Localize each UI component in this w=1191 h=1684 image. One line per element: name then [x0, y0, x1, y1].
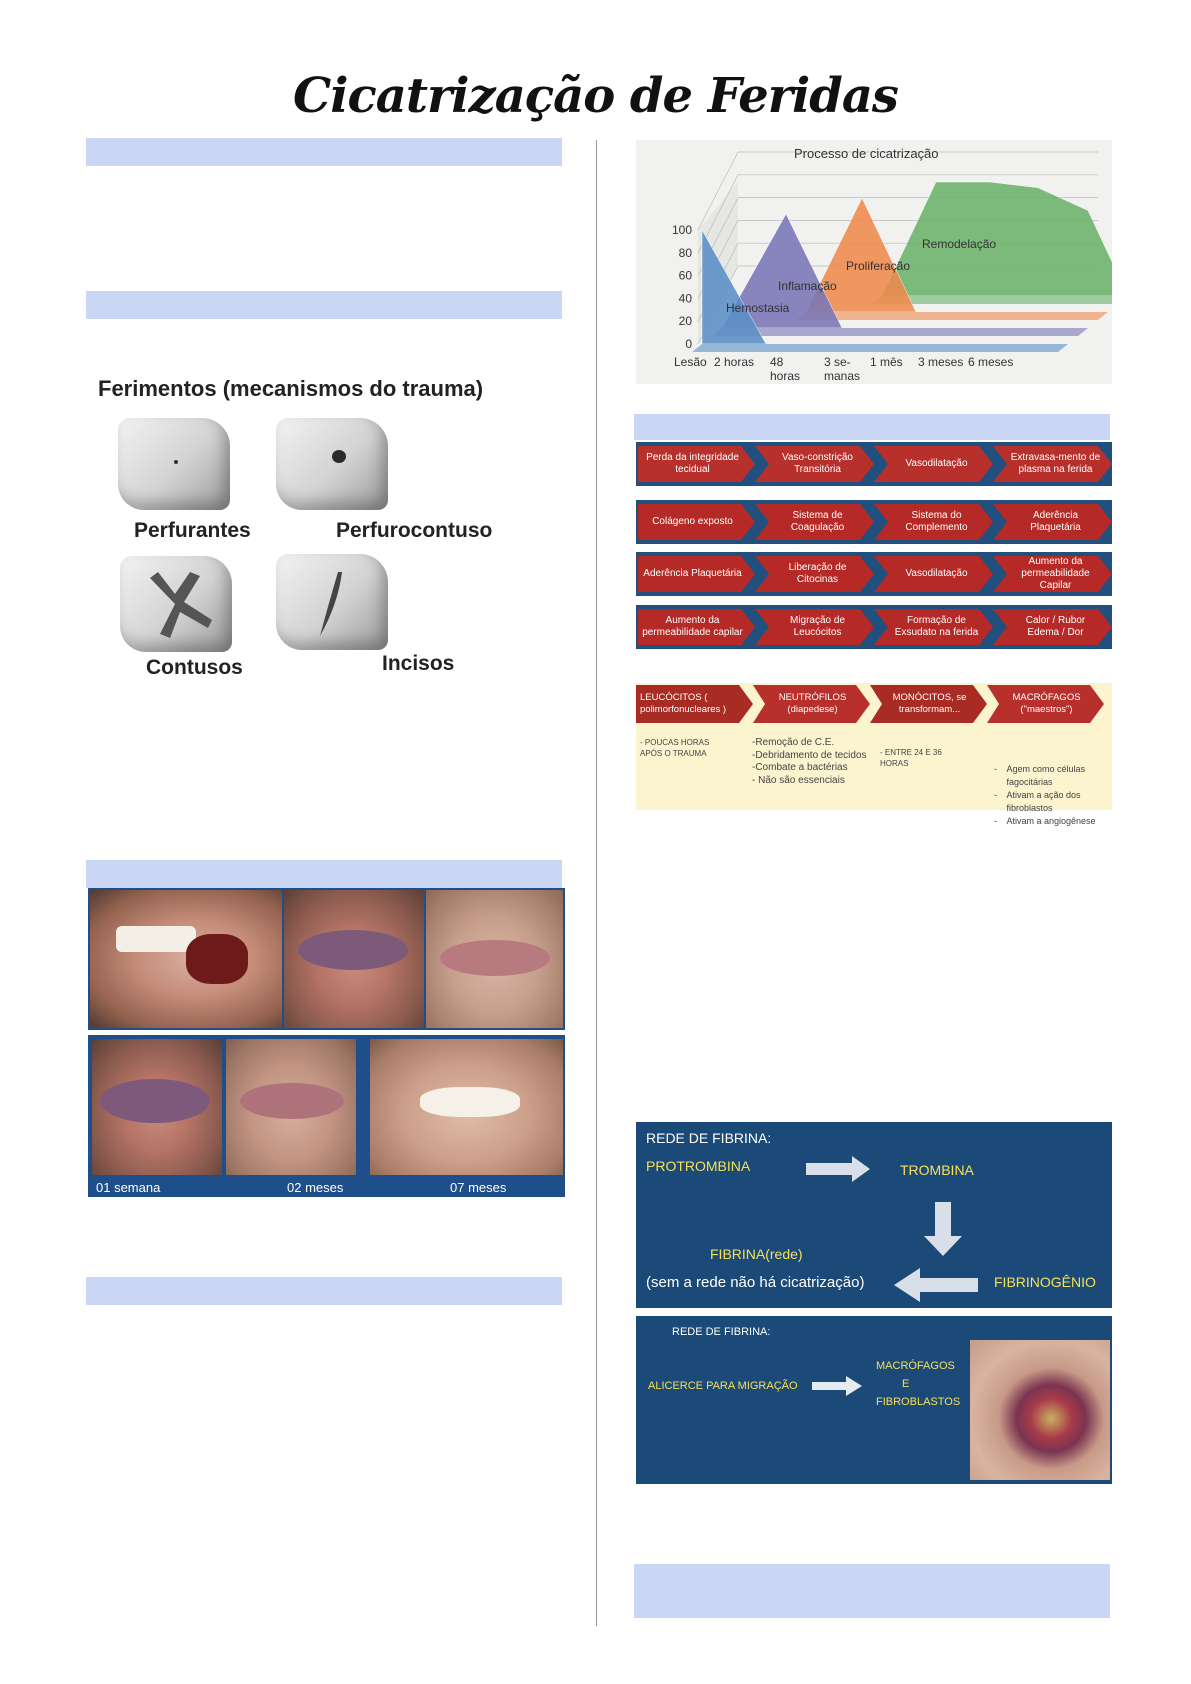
x-tick-label: 48	[770, 355, 784, 369]
wound-label-contusos: Contusos	[146, 656, 243, 679]
photo-caption-3: 07 meses	[450, 1180, 507, 1195]
y-tick-label: 20	[678, 314, 692, 329]
arrow-left-icon	[894, 1268, 978, 1302]
flow-step: Perda da integridade tecidual	[646, 452, 739, 475]
lip-photo-1	[90, 890, 282, 1028]
flow-step: Sistema de Coagulação	[790, 510, 845, 533]
photo-caption-2: 02 meses	[287, 1180, 344, 1195]
flow-row	[636, 442, 1112, 486]
section-bar-4	[86, 1277, 562, 1305]
y-tick-label: 40	[678, 291, 692, 306]
wound-inciso-image	[276, 554, 388, 650]
wounds-heading: Ferimentos (mecanismos do trauma)	[98, 376, 484, 401]
lip-photo-2	[284, 890, 424, 1028]
wound-perfurante-image	[118, 418, 230, 510]
series-floor	[796, 312, 1108, 320]
y-tick-label: 0	[685, 337, 692, 351]
flow-step: Aderência Plaquetária	[643, 568, 742, 579]
flow-step: Vasodilatação	[905, 458, 968, 469]
lip-photos-bottom-row	[88, 1035, 565, 1197]
x-tick-label: manas	[824, 369, 861, 383]
flow-step: Liberação de Citocinas	[788, 562, 847, 585]
y-tick-label: 60	[678, 268, 692, 283]
cells-panel	[636, 683, 1112, 826]
series-floor	[692, 344, 1068, 352]
fibrin1-trombina: TROMBINA	[900, 1162, 974, 1178]
series-area	[882, 182, 1112, 296]
x-tick-label: 1 mês	[870, 355, 903, 369]
flow-step: Migração de Leucócitos	[789, 615, 846, 638]
flow-step: Aderência Plaquetária	[1030, 510, 1081, 533]
wound-contuso-image	[120, 556, 232, 652]
series-label: Inflamação	[778, 279, 837, 293]
section-bar-1	[86, 138, 562, 166]
fibrin1-fibrinogenio: FIBRINOGÊNIO	[994, 1274, 1096, 1290]
x-tick-label: horas	[770, 369, 801, 383]
cell-header: NEUTRÓFILOS (diapedese)	[778, 692, 847, 715]
fibrin1-fibrina: FIBRINA(rede)	[710, 1246, 803, 1262]
wound-label-perfurocontuso: Perfurocontuso	[336, 519, 493, 542]
cell-header: MACRÓFAGOS ("maestros")	[1012, 692, 1081, 715]
y-tick-label: 80	[678, 245, 692, 260]
chart-title: Processo de cicatrização	[794, 146, 939, 161]
flow-step: Sistema do Complemento	[905, 510, 968, 533]
cell-header: LEUCÓCITOS ( polimorfonucleares )	[640, 692, 727, 715]
flow-step: Vaso-constrição Transitória	[782, 452, 853, 475]
fibrin-network-panel-1	[636, 1122, 1112, 1308]
cells-col4: - Agem como células fagocitárias - Ativam a ação dos fibroblastos - Ativam a angiogênese	[994, 764, 1096, 826]
fibrin1-nota: (sem a rede não há cicatrização)	[646, 1274, 865, 1291]
fibrin2-alicerce: ALICERCE PARA MIGRAÇÃO	[648, 1380, 798, 1392]
lip-photo-6	[370, 1039, 563, 1175]
arrow-right-icon	[806, 1156, 872, 1182]
fibrin1-protrombina: PROTROMBINA	[646, 1158, 751, 1174]
section-bar-2	[86, 291, 562, 319]
cells-col3: - ENTRE 24 E 36 HORAS	[880, 748, 942, 768]
fibrin2-heading: REDE DE FIBRINA:	[672, 1326, 771, 1338]
y-tick-label: 100	[671, 223, 692, 237]
healing-process-chart	[636, 140, 1112, 384]
section-bar-3	[86, 860, 562, 888]
wound-label-incisos: Incisos	[382, 652, 455, 675]
wound-photo	[970, 1340, 1110, 1480]
flow-row	[636, 605, 1112, 649]
series-label: Proliferação	[846, 259, 911, 273]
column-divider	[596, 140, 597, 1626]
flow-row	[636, 552, 1112, 596]
cells-col1: - POUCAS HORAS APÓS O TRAUMA	[640, 738, 710, 758]
lip-photos-top-row	[88, 888, 565, 1030]
section-bar-right-1	[634, 414, 1110, 440]
lip-photo-4	[92, 1039, 222, 1175]
cells-col2: -Remoção de C.E. -Debridamento de tecidos -Combate a bactérias - Não são essenciais	[752, 737, 867, 786]
x-tick-label: 2 horas	[714, 355, 755, 369]
flow-step: Extravasa-mento de plasma na ferida	[1010, 452, 1101, 475]
x-tick-label: 3 meses	[918, 355, 964, 369]
arrow-down-icon	[924, 1202, 962, 1256]
x-tick-label: 3 se-	[824, 355, 851, 369]
flow-step: Vasodilatação	[905, 568, 968, 579]
fibrin2-macro: MACRÓFAGOS	[876, 1360, 955, 1372]
fibrin2-fibro: FIBROBLASTOS	[876, 1396, 961, 1408]
cell-header: MONÓCITOS, se transformam...	[892, 692, 967, 715]
section-bar-right-2	[634, 1564, 1110, 1618]
flow-step: Formação de Exsudato na ferida	[894, 615, 979, 638]
flow-row	[636, 500, 1112, 544]
flow-step: Aumento da permeabilidade Capilar	[1021, 556, 1090, 591]
lip-photo-3	[426, 890, 563, 1028]
fibrin1-heading: REDE DE FIBRINA:	[646, 1130, 772, 1146]
flow-step: Aumento da permeabilidade capilar	[642, 615, 743, 638]
flow-step: Colágeno exposto	[652, 516, 733, 527]
fibrin-network-panel-2	[636, 1316, 1112, 1484]
wound-perfurocontuso-image	[276, 418, 388, 510]
series-floor	[712, 328, 1088, 336]
flow-step: Calor / Rubor Edema / Dor	[1025, 615, 1086, 638]
series-label: Remodelação	[922, 237, 997, 251]
series-label: Hemostasia	[726, 301, 790, 315]
lip-photo-5	[226, 1039, 356, 1175]
chart-svg	[636, 140, 1112, 384]
x-tick-label: Lesão	[674, 355, 707, 369]
x-tick-label: 6 meses	[968, 355, 1014, 369]
page-title: Cicatrização de Feridas	[293, 68, 898, 124]
arrow-right-icon	[812, 1376, 862, 1396]
photo-caption-1: 01 semana	[96, 1180, 161, 1195]
fibrin2-e: E	[902, 1378, 910, 1390]
wound-label-perfurantes: Perfurantes	[134, 519, 251, 542]
